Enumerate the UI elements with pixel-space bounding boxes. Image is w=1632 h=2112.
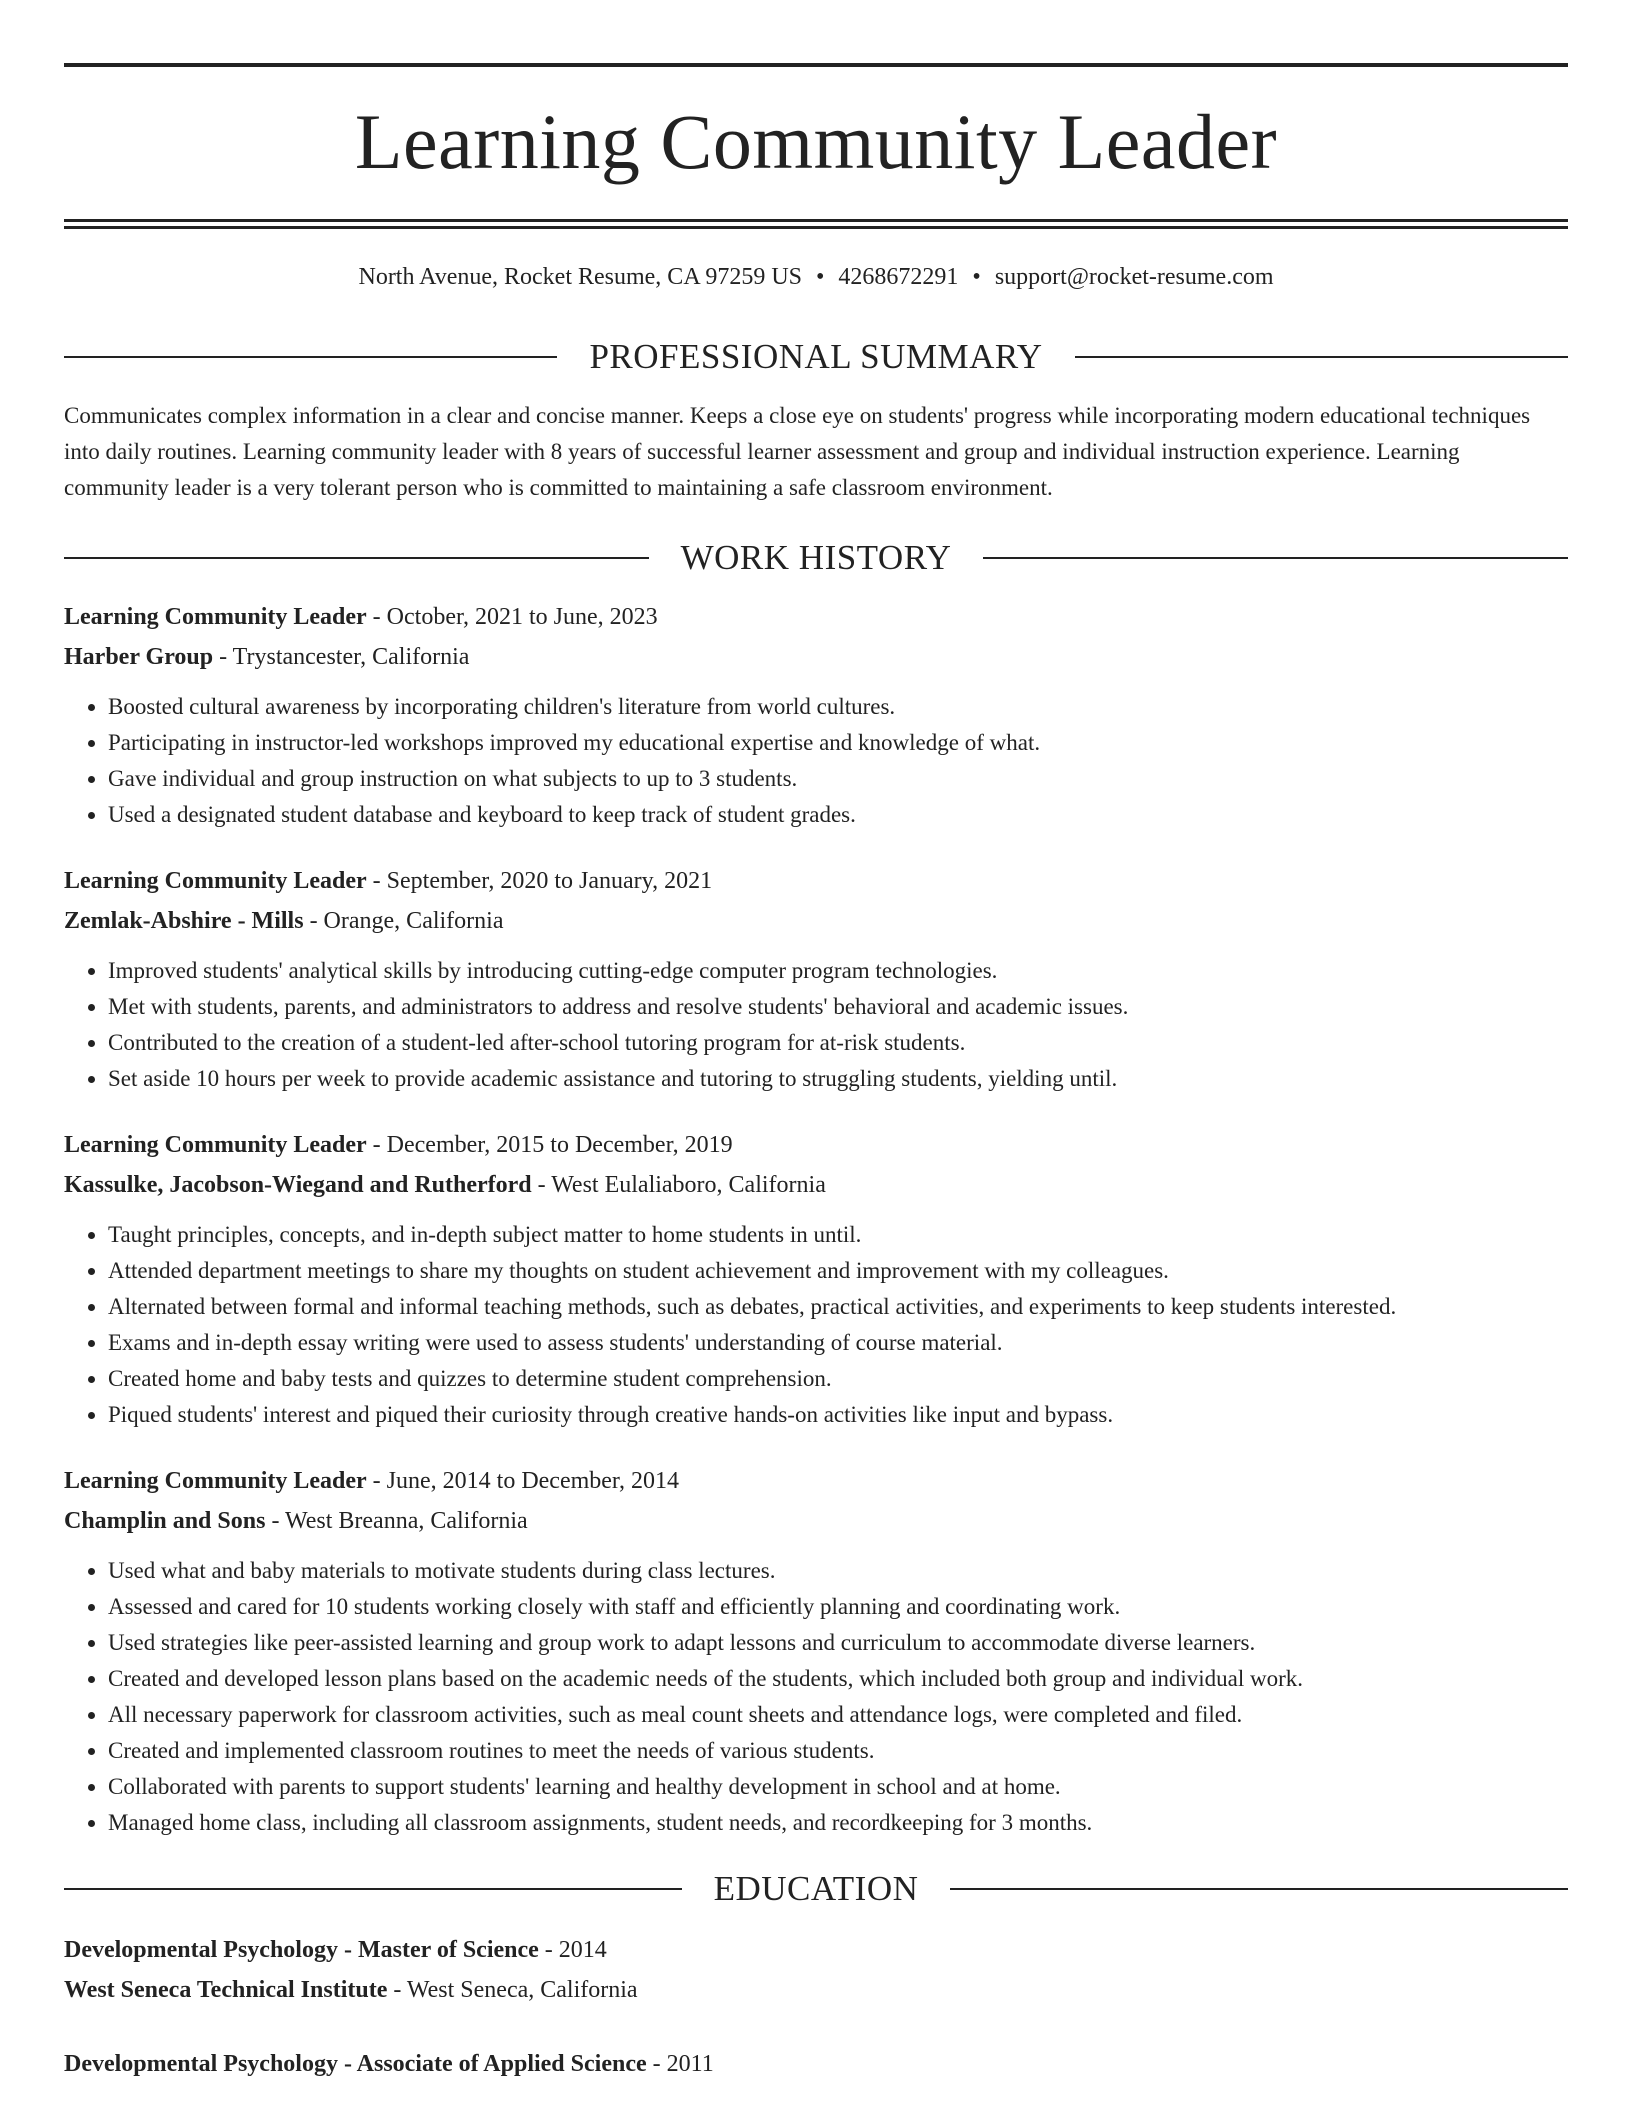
job-title-line [64,1461,1568,1501]
education-list [64,1930,1568,2084]
job-bullet: • Participating in instructor-led workshops improved my educational expertise and knowledge of what. [108,725,1568,761]
job-company: Kassulke, Jacobson-Wiegand and Rutherford [64,1172,532,1198]
job-bullet: • Contributed to the creation of a student-led after-school tutoring program for at-risk students. [108,1025,1568,1061]
job-bullets [64,953,1568,1097]
job-location: - West Breanna, California [265,1508,528,1534]
job-bullet: • Exams and in-depth essay writing were used to assess students' understanding of course material. [108,1325,1568,1361]
job-role: Learning Community Leader [64,604,367,630]
job-bullet: • Assessed and cared for 10 students working closely with staff and efficiently planning and coordinating work. [108,1589,1568,1625]
job-bullet: • Attended department meetings to share my thoughts on student achievement and improvement with my colleagues. [108,1253,1568,1289]
job-bullet: • Gave individual and group instruction on what subjects to up to 3 students. [108,761,1568,797]
job-role: Learning Community Leader [64,1468,367,1494]
education-heading [64,1871,1568,1906]
job-role: Learning Community Leader [64,868,367,894]
education-degree-line [64,2044,1568,2084]
education-school-line [64,1970,1568,2010]
contact-separator: • [972,264,981,290]
job-bullet: • Used what and baby materials to motivate students during class lectures. [108,1553,1568,1589]
job-bullet: • Alternated between formal and informal teaching methods, such as debates, practical activities, and experiments to keep students interested. [108,1289,1568,1325]
education-entry [64,2044,1568,2084]
job-bullet: • Created home and baby tests and quizzes to determine student comprehension. [108,1361,1568,1397]
job-bullets [64,1217,1568,1433]
work-heading [64,540,1568,575]
education-degree: Developmental Psychology - Master of Science [64,1937,539,1963]
heading-rule [64,557,649,559]
job-bullet: • Taught principles, concepts, and in-depth subject matter to home students in until. [108,1217,1568,1253]
job-bullet: • Used a designated student database and keyboard to keep track of student grades. [108,797,1568,833]
job-bullet: • Used strategies like peer-assisted learning and group work to adapt lessons and curriculum to accommodate diverse learners. [108,1625,1568,1661]
job-company-line [64,637,1568,677]
education-degree: Developmental Psychology - Associate of Applied Science [64,2051,647,2077]
contact-email: support@rocket-resume.com [994,264,1274,290]
job-title-line [64,597,1568,637]
job-bullets [64,1553,1568,1841]
job-entry [64,1125,1568,1433]
education-year: - 2011 [646,2051,714,2077]
contact-line [64,265,1568,289]
job-dates: - December, 2015 to December, 2019 [366,1132,733,1158]
job-bullets [64,689,1568,833]
job-entry [64,1461,1568,1841]
job-location: - West Eulaliaboro, California [531,1172,826,1198]
education-location: - West Seneca, California [387,1977,638,2003]
job-company-line [64,901,1568,941]
education-entry [64,1930,1568,2010]
education-school: West Seneca Technical Institute [64,1977,388,2003]
work-title: WORK HISTORY [680,538,952,577]
job-role: Learning Community Leader [64,1132,367,1158]
work-history-list [64,597,1568,1841]
contact-separator: • [816,264,825,290]
education-year: - 2014 [538,1937,607,1963]
job-company: Harber Group [64,644,214,670]
job-bullet: • Boosted cultural awareness by incorporating children's literature from world cultures. [108,689,1568,725]
job-location: - Orange, California [303,908,504,934]
job-company-line [64,1165,1568,1205]
job-dates: - June, 2014 to December, 2014 [366,1468,679,1494]
heading-rule [1075,356,1568,358]
job-entry [64,861,1568,1097]
job-company: Zemlak-Abshire - Mills [64,908,304,934]
double-rule [64,219,1568,229]
job-dates: - September, 2020 to January, 2021 [366,868,713,894]
summary-heading [64,339,1568,374]
job-bullet: • All necessary paperwork for classroom activities, such as meal count sheets and attendance logs, were completed and filed. [108,1697,1568,1733]
job-bullet: • Met with students, parents, and administrators to address and resolve students' behavioral and academic issues. [108,989,1568,1025]
job-bullet: • Piqued students' interest and piqued their curiosity through creative hands-on activities like input and bypass. [108,1397,1568,1433]
education-degree-line [64,1930,1568,1970]
summary-text: Communicates complex information in a clear and concise manner. Keeps a close eye on students' progress while incorporating modern educational techniques into daily routines. Learning community leader with 8 years of successful learner assessment and group and individual instruction experience. Learning community leader is a very tolerant person who is committed to maintaining a safe classroom environment. [64,403,1531,500]
job-bullet: • Improved students' analytical skills by introducing cutting-edge computer program technologies. [108,953,1568,989]
resume-name: Learning Community Leader [354,98,1278,185]
heading-rule [983,557,1568,559]
education-title: EDUCATION [713,1869,919,1908]
job-company-line [64,1501,1568,1541]
job-bullet: • Created and implemented classroom routines to meet the needs of various students. [108,1733,1568,1769]
job-bullet: • Created and developed lesson plans based on the academic needs of the students, which included both group and individual work. [108,1661,1568,1697]
job-bullet: • Managed home class, including all classroom assignments, student needs, and recordkeeping for 3 months. [108,1805,1568,1841]
contact-phone: 4268672291 [838,264,959,290]
job-dates: - October, 2021 to June, 2023 [366,604,658,630]
job-title-line [64,861,1568,901]
job-company: Champlin and Sons [64,1508,266,1534]
heading-rule [64,1888,682,1890]
contact-address: North Avenue, Rocket Resume, CA 97259 US [358,264,803,290]
job-location: - Trystancester, California [213,644,470,670]
job-entry [64,597,1568,833]
heading-rule [950,1888,1568,1890]
job-title-line [64,1125,1568,1165]
resume-page [64,0,1568,2084]
heading-rule [64,356,557,358]
job-bullet: • Collaborated with parents to support students' learning and healthy development in school and at home. [108,1769,1568,1805]
summary-title: PROFESSIONAL SUMMARY [589,337,1043,376]
job-bullet: • Set aside 10 hours per week to provide academic assistance and tutoring to struggling students, yielding until. [108,1061,1568,1097]
